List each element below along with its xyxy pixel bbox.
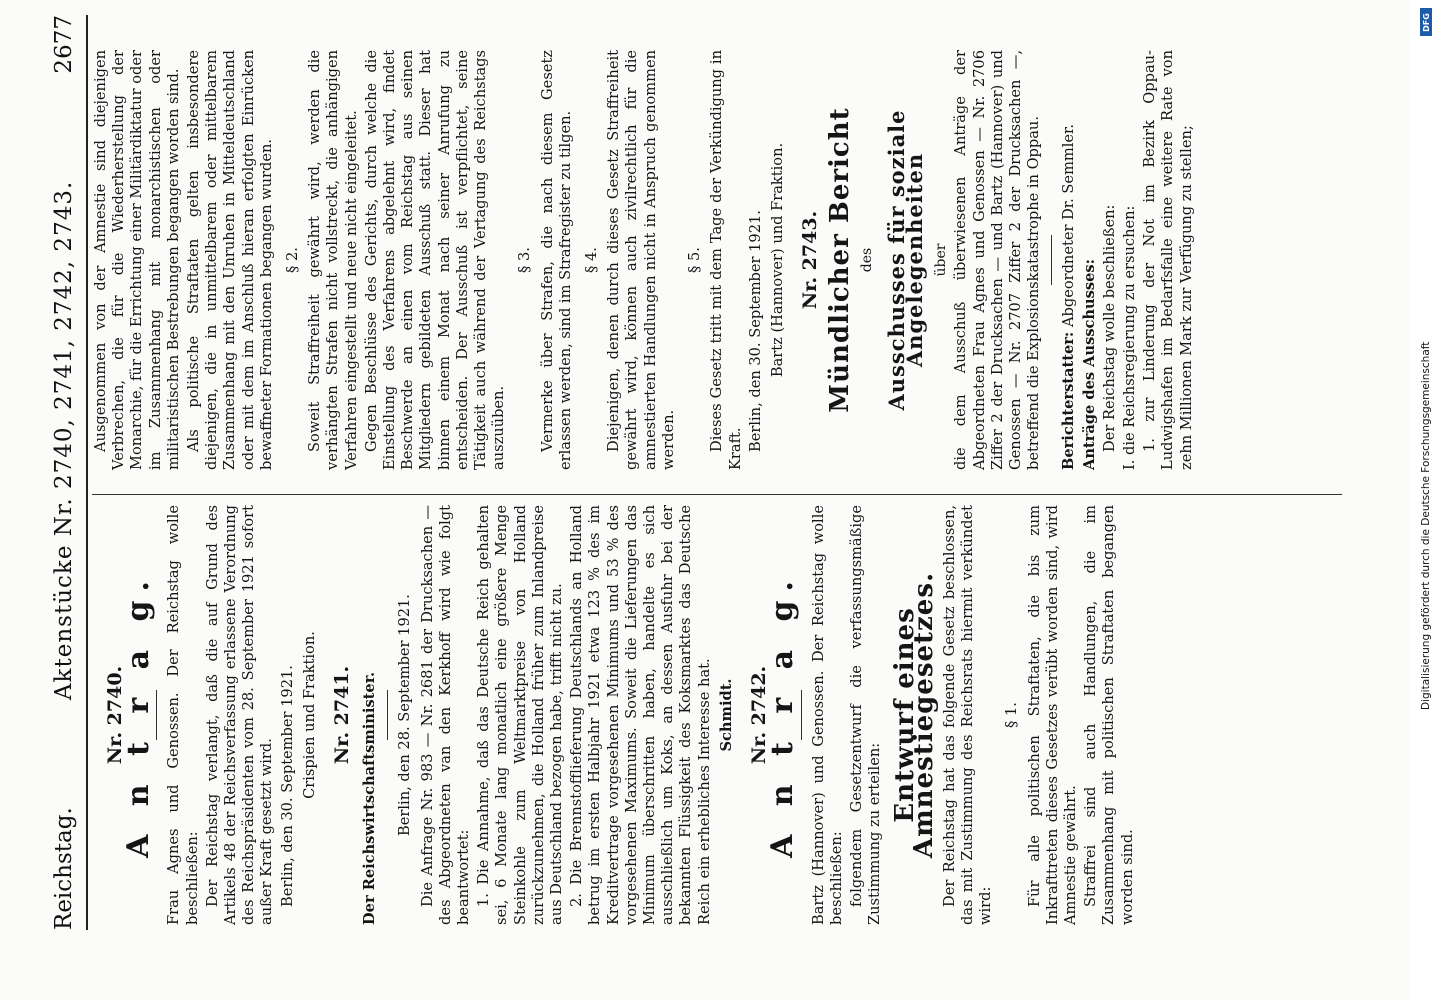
amnesty-exceptions: Ausgenommen von der Amnestie sind diejenigen Verbrechen, die für die Wiederherstellung der Monarchie, für die Errichtung einer Militärdiktatur oder im Zusammenhang mit monarchistischen oder militaristischen Bestrebungen begangen worden sind.: [92, 50, 182, 470]
left-column: [92, 505, 1332, 925]
political-offences: Als politische Straftaten gelten insbesondere diejenigen, die in unmittelbarem oder mittelbarem Zusammenhang mit den Unruhen in Mitteldeutschland oder mit dem im Anschluß hieran erfolgten Einrücken bewaffneter Formationen begangen wurden.: [185, 50, 275, 470]
doc-2740-intro: Frau Agnes und Genossen. Der Reichstag wolle beschließen:: [165, 505, 201, 925]
doc-2741-intro: Die Anfrage Nr. 983 — Nr. 2681 der Drucksachen — des Abgeordneten van den Kerkhoff wird wie folgt beantwortet:: [418, 505, 473, 925]
doc-2740-body: Der Reichstag verlangt, daß die auf Grund des Artikels 48 der Reichsverfassung erlassene Verordnung des Reichspräsidenten vom 28. September 1921 sofort außer Kraft gesetzt wird.: [203, 505, 276, 925]
doc-2743-ueber: über: [933, 243, 950, 277]
paragraph-1-text-2: Straffrei sind auch Handlungen, die im Zusammenhang mit politischen Straftaten begangen worden sind.: [1082, 505, 1136, 925]
reporter-name: Abgeordneter Dr. Semmler.: [1060, 123, 1078, 328]
right-column: [92, 50, 1332, 470]
paragraph-2-text-2: Gegen Beschlüsse des Gerichts, durch welche die Einstellung des Verfahrens abgelehnt wird, findet Beschwerde an einen vom Reichstag aus seinen Mitgliedern gebildeten Ausschuß statt. Dieser hat binnen einem Monat nach seiner Anrufung zu entscheiden. Der Ausschuß ist verpflichtet, seine Tätigkeit auch während der Vertagung des Reichstags auszuüben.: [362, 50, 508, 470]
doc-2741-answer-1: 1. Die Annahme, daß das Deutsche Reich gehalten sei, 6 Monate lang monatlich eine größere Menge Steinkohle zum Weltmarktpreise von Holland zurückzunehmen, die Holland früher zum Inlandpreise aus Deutschland bezogen habe, trifft nicht zu.: [475, 505, 566, 925]
paragraph-5-heading: § 5.: [686, 247, 704, 273]
paragraph-4-heading: § 4.: [583, 247, 601, 273]
digitization-credit: [1419, 10, 1433, 710]
doc-2740-number: Nr. 2740.: [104, 665, 126, 765]
doc-2743-committee: Ausschusses für soziale Angelegenheiten: [883, 109, 927, 411]
paragraph-3-text: Vermerke über Strafen, die nach diesem Gesetz erlassen werden, sind im Strafregister zu tilgen.: [538, 50, 574, 470]
paragraph-2-text: Soweit Straffreiheit gewährt wird, werden die verhängten Strafen nicht vollstreckt, die anhängigen Verfahren eingestellt und neue nicht eingeleitet.: [306, 50, 360, 470]
header-left: Reichstag.: [51, 807, 77, 930]
doc-2741-ministry: Der Reichswirtschaftsminister.: [361, 671, 379, 925]
doc-2741-signature: Schmidt.: [717, 678, 735, 752]
doc-2743-des: des: [858, 247, 875, 273]
doc-2741-answer-2: 2. Die Brennstofflieferung Deutschlands an Holland betrug im ersten Halbjahr 1921 etwa 123 % des im Kreditvertrage vorgesehenen Minimums und 53 % des vorgesehenen Maximums. Soweit die Lieferungen das Minimum überschritten haben, handelte es sich ausschließlich um Koks, an dessen Ausfuhr bei der bekannten Flüssigkeit des Koksmarktes das Deutsche Reich ein erhebliches Interesse hat.: [568, 505, 713, 925]
header-rule: [86, 15, 88, 930]
doc-2742-date: Berlin, den 30. September 1921.: [746, 210, 764, 452]
doc-2740-date: Berlin, den 30. September 1921.: [278, 665, 296, 907]
doc-2742-title: A n t r a g.: [765, 572, 801, 858]
paragraph-2-heading: § 2.: [284, 247, 302, 273]
doc-2742-body: folgendem Gesetzentwurf die verfassungsmäßige Zustimmung zu erteilen:: [847, 505, 884, 925]
doc-2743-motions-intro: Der Reichstag wolle beschließen:: [1100, 204, 1118, 452]
doc-2742-signature: Bartz (Hannover) und Fraktion.: [768, 142, 786, 378]
short-rule: [387, 690, 388, 740]
doc-2741-date: Berlin, den 28. September 1921.: [396, 594, 414, 836]
doc-2743-reporter-line: [1060, 50, 1078, 470]
column-divider: [92, 494, 1342, 495]
reporter-label: Berichterstatter:: [1060, 331, 1078, 470]
header-center: Aktenstücke Nr. 2740, 2741, 2742, 2743.: [51, 180, 77, 701]
doc-2742-number: Nr. 2742.: [748, 665, 771, 765]
paragraph-3-heading: § 3.: [516, 247, 534, 273]
short-rule: [1051, 235, 1052, 285]
dfg-label: DFG: [1421, 12, 1431, 32]
doc-2742-preamble: Der Reichstag hat das folgende Gesetz beschlossen, das mit Zustimmung des Reichsrats hiermit verkündet wird:: [940, 505, 995, 925]
doc-2743-motion-I-1: 1. zur Linderung der Not im Bezirk Oppau-Ludwigshafen im Bedarfsfalle eine weitere Rate von zehn Millionen Mark zur Verfügung zu stellen;: [1141, 50, 1195, 470]
doc-2741-number: Nr. 2741.: [331, 665, 354, 765]
doc-2742-draft-title: Entwurf eines Amnestiegesetzes.: [890, 571, 939, 859]
paragraph-5-text: Dieses Gesetz tritt mit dem Tage der Verkündigung in Kraft.: [708, 50, 744, 470]
short-rule: [801, 690, 802, 740]
doc-2743-motion-I: I. die Reichsregierung zu ersuchen:: [1120, 205, 1138, 470]
page-number: 2677: [51, 15, 77, 74]
paragraph-4-text: Diejenigen, denen durch dieses Gesetz Straffreiheit gewährt wird, können auch zivilrechtlich für die amnestierten Handlungen nicht in Anspruch genommen werden.: [605, 50, 677, 470]
doc-2743-number: Nr. 2743.: [799, 210, 822, 310]
paragraph-1-text: Für alle politischen Straftaten, die bis zum Inkrafttreten dieses Gesetzes verübt worden sind, wird Amnestie gewährt.: [1025, 505, 1079, 925]
doc-2740-title: A n t r a g.: [121, 572, 157, 858]
doc-2742-intro: Bartz (Hannover) und Genossen. Der Reichstag wolle beschließen:: [809, 505, 845, 925]
doc-2743-title: Mündlicher Bericht: [825, 107, 856, 413]
doc-2740-signature: Crispien und Fraktion.: [300, 631, 318, 799]
paragraph-1-heading: § 1.: [1003, 702, 1021, 728]
doc-2743-motions-heading: Anträge des Ausschusses:: [1080, 259, 1098, 470]
running-header: [46, 15, 82, 930]
short-rule: [156, 690, 157, 740]
doc-2743-body: die dem Ausschuß überwiesenen Anträge der Abgeordneten Frau Agnes und Genossen — Nr. 2706 Ziffer 2 der Drucksachen — und Bartz (Hannover) und Genossen — Nr. 2707 Ziffer 2 der Drucksachen —, betreffend die Explosionskatastrophe in Oppau.: [952, 50, 1043, 470]
digitization-credit-text: Digitalisierung gefördert durch die Deutsche Forschungsgemeinschaft: [1420, 341, 1432, 710]
